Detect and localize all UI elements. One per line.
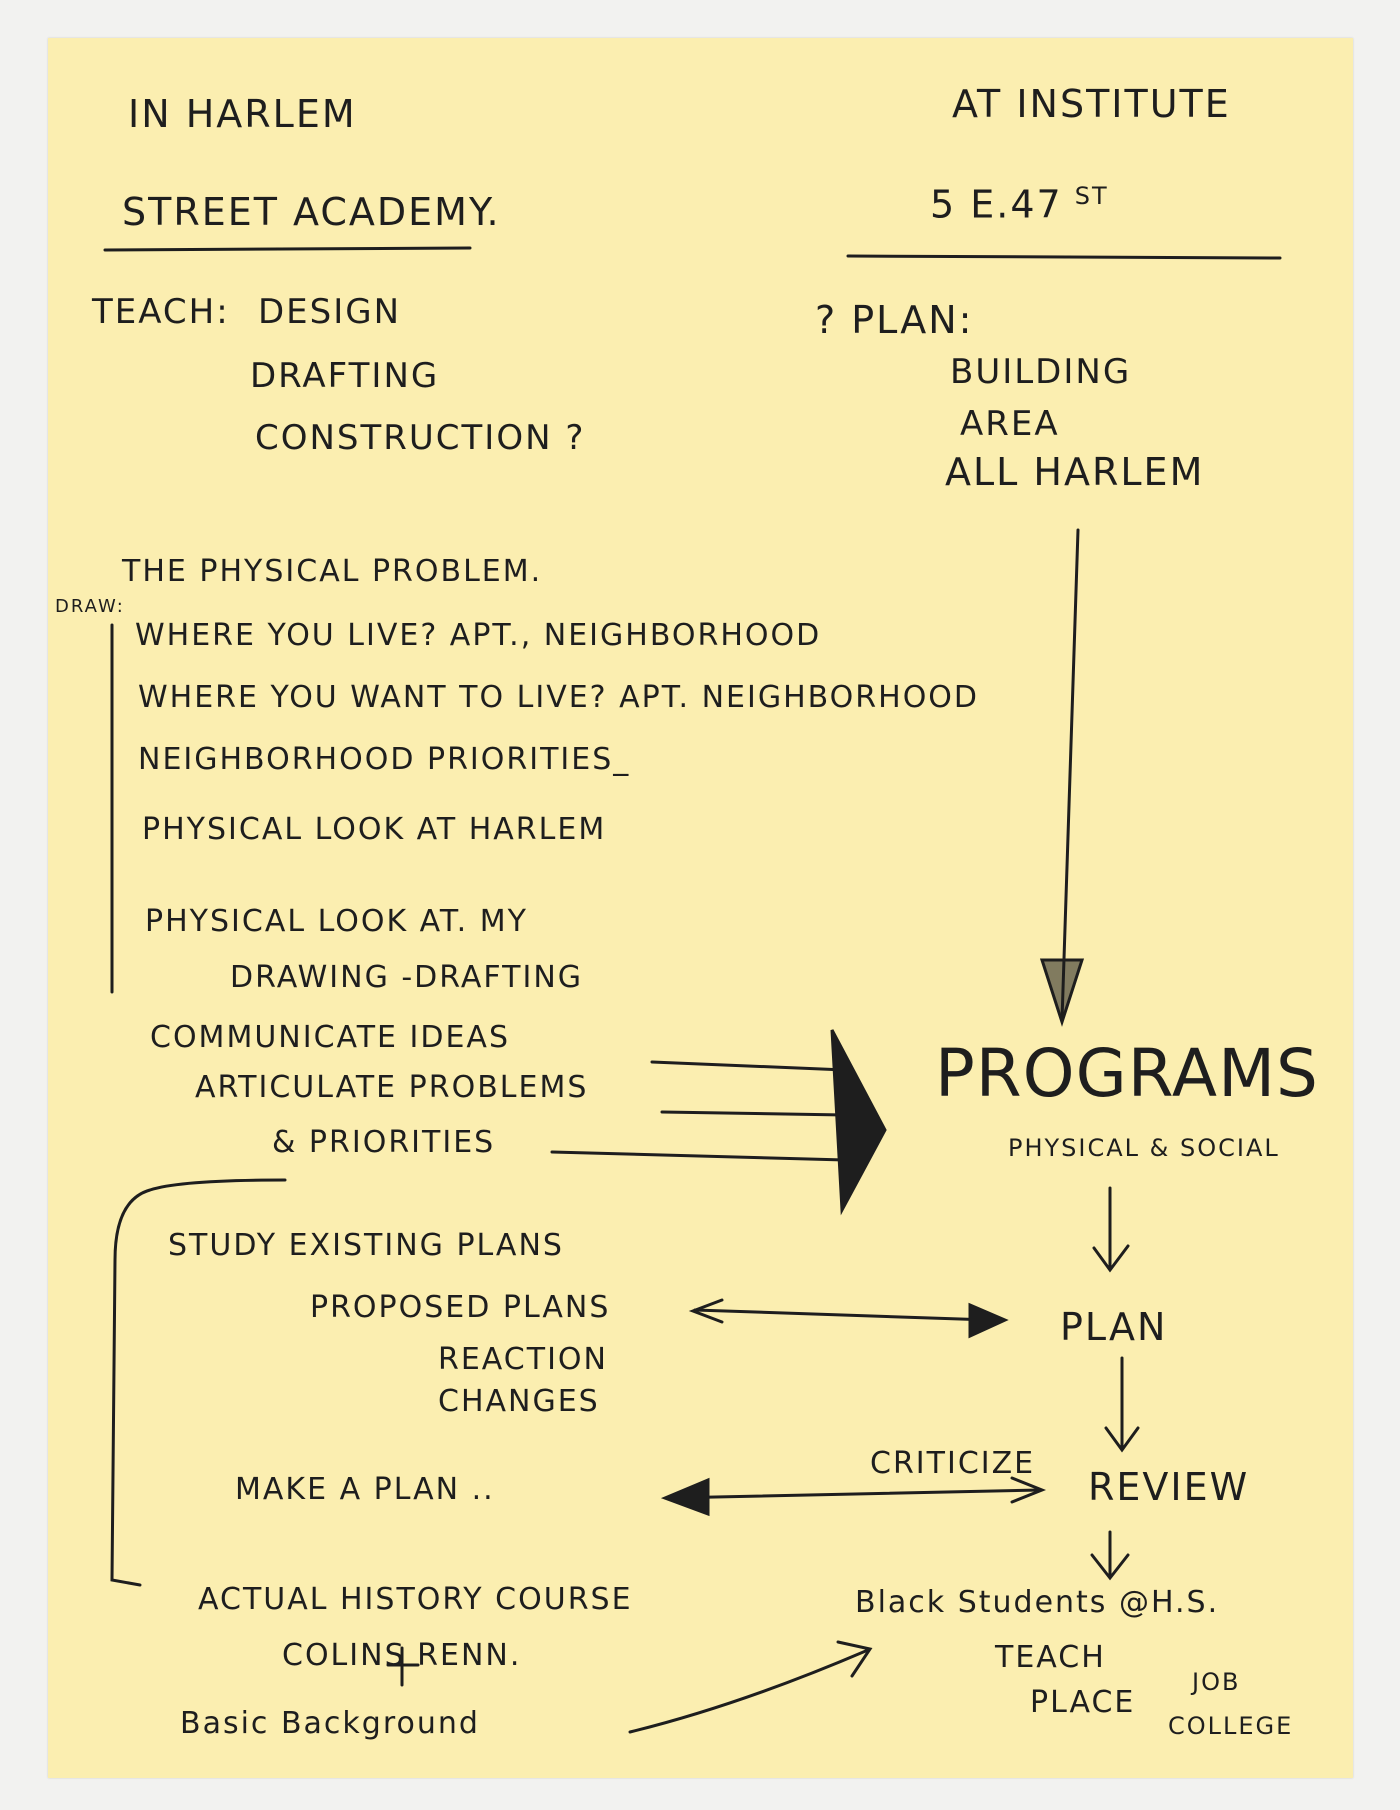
flow-job: JOB [1192, 1668, 1241, 1696]
right-header-address-number: 5 E.47 [930, 182, 1063, 227]
study-item-existing: STUDY EXISTING PLANS [168, 1228, 564, 1263]
study-item-reaction: REACTION [438, 1342, 608, 1377]
plan-item-all-harlem: ALL HARLEM [945, 450, 1205, 494]
flow-place: PLACE [1030, 1685, 1136, 1720]
plan-item-building: BUILDING [950, 352, 1132, 392]
left-header-subtitle: STREET ACADEMY. [122, 190, 501, 234]
plan-label: ? PLAN: [815, 298, 974, 342]
history-line2: COLINS RENN. [282, 1638, 522, 1673]
history-line1: ACTUAL HISTORY COURSE [198, 1582, 633, 1617]
physical-item-priorities: NEIGHBORHOOD PRIORITIES_ [138, 742, 631, 777]
programs-title: PROGRAMS [935, 1035, 1319, 1112]
teach-item-drafting: DRAFTING [250, 356, 440, 396]
flow-teach: TEACH [995, 1640, 1106, 1675]
study-item-changes: CHANGES [438, 1384, 600, 1419]
flow-college: COLLEGE [1168, 1712, 1294, 1740]
right-header-address-suffix: ST [1074, 182, 1109, 210]
flow-plan: PLAN [1060, 1305, 1168, 1349]
black-students: Black Students @H.S. [855, 1585, 1220, 1620]
drawing-item-priorities: & PRIORITIES [272, 1125, 496, 1160]
left-header-title: IN HARLEM [128, 92, 357, 136]
draw-label: DRAW: [55, 596, 125, 617]
plan-item-area: AREA [960, 404, 1060, 444]
teach-item-construction: CONSTRUCTION ? [255, 418, 586, 458]
teach-label: TEACH: [92, 292, 230, 332]
history-line3: Basic Background [180, 1706, 480, 1741]
right-header-address [930, 182, 1109, 227]
drawing-item-drafting: DRAWING -DRAFTING [230, 960, 584, 995]
programs-subtitle: PHYSICAL & SOCIAL [1008, 1134, 1280, 1162]
right-header-title: AT INSTITUTE [952, 82, 1231, 126]
drawing-item-articulate: ARTICULATE PROBLEMS [195, 1070, 589, 1105]
physical-item-where-want: WHERE YOU WANT TO LIVE? APT. NEIGHBORHOOD [138, 680, 980, 715]
teach-item-design: DESIGN [258, 292, 402, 332]
physical-problem-heading: THE PHYSICAL PROBLEM. [122, 554, 543, 589]
study-item-proposed: PROPOSED PLANS [310, 1290, 611, 1325]
flow-review: REVIEW [1088, 1465, 1250, 1509]
physical-item-look-harlem: PHYSICAL LOOK AT HARLEM [142, 812, 607, 847]
flow-criticize: CRITICIZE [870, 1446, 1036, 1481]
drawing-item-communicate: COMMUNICATE IDEAS [150, 1020, 511, 1055]
physical-item-look-my: PHYSICAL LOOK AT. MY [145, 904, 528, 939]
physical-item-where-live: WHERE YOU LIVE? APT., NEIGHBORHOOD [135, 618, 822, 653]
flow-make-plan: MAKE A PLAN .. [235, 1472, 495, 1507]
